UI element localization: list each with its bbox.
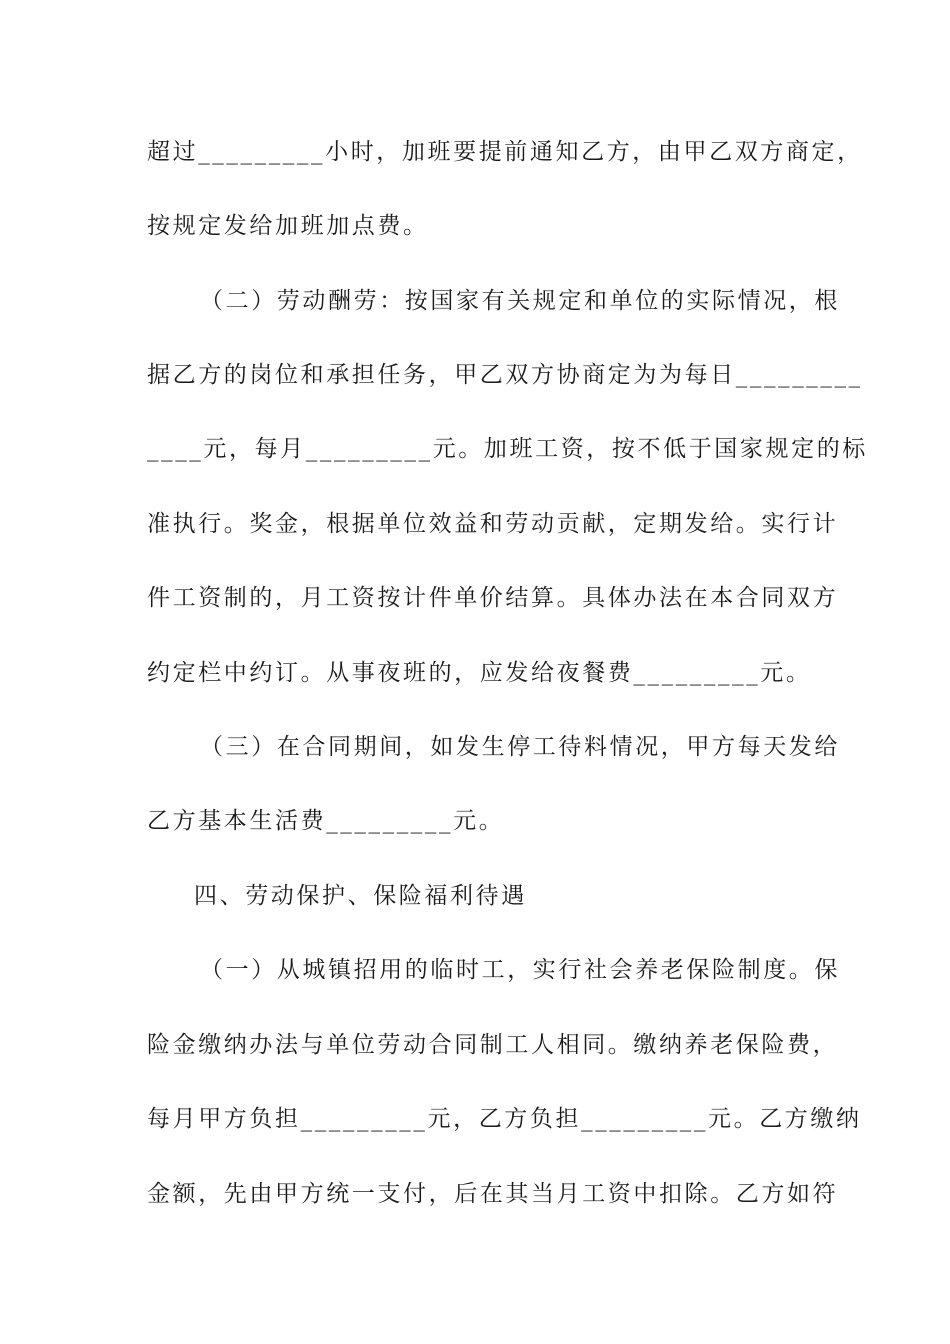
text-line: （二）劳动酬劳：按国家有关规定和单位的实际情况，根 bbox=[200, 288, 840, 314]
text-line: 据乙方的岗位和承担任务，甲乙双方协商定为为每日_________ bbox=[147, 362, 863, 388]
text-line: （三）在合同期间，如发生停工待料情况，甲方每天发给 bbox=[200, 734, 840, 760]
text-line: 件工资制的，月工资按计件单价结算。具体办法在本合同双方 bbox=[147, 585, 839, 611]
text-line: 每月甲方负担_________元，乙方负担_________元。乙方缴纳 bbox=[147, 1106, 862, 1132]
text-line: 准执行。奖金，根据单位效益和劳动贡献，定期发给。实行计 bbox=[147, 511, 839, 537]
text-line: 约定栏中约订。从事夜班的，应发给夜餐费_________元。 bbox=[147, 660, 812, 686]
text-line: 乙方基本生活费_________元。 bbox=[147, 808, 505, 834]
text-line: 金额，先由甲方统一支付，后在其当月工资中扣除。乙方如符 bbox=[147, 1181, 839, 1207]
text-line: （一）从城镇招用的临时工，实行社会养老保险制度。保 bbox=[200, 957, 840, 983]
section-heading: 四、劳动保护、保险福利待遇 bbox=[194, 883, 527, 909]
text-line: ____元，每月_________元。加班工资，按不低于国家规定的标 bbox=[147, 436, 868, 462]
text-line: 险金缴纳办法与单位劳动合同制工人相同。缴纳养老保险费， bbox=[147, 1032, 839, 1058]
text-line: 超过_________小时，加班要提前通知乙方，由甲乙双方商定， bbox=[147, 139, 863, 165]
text-line: 按规定发给加班加点费。 bbox=[147, 213, 429, 239]
